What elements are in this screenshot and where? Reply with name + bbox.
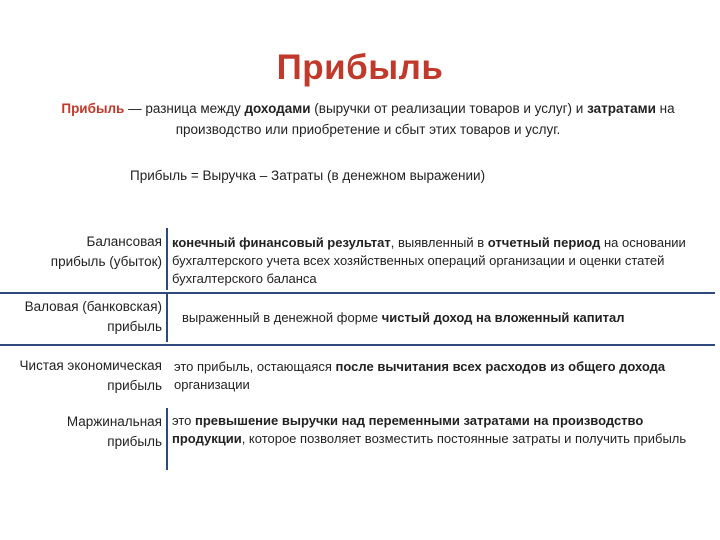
- term-line: прибыль: [107, 378, 162, 393]
- profit-formula: Прибыль = Выручка – Затраты (в денежном выражении): [130, 168, 486, 183]
- desc-bold: отчетный период: [487, 235, 601, 250]
- desc-text: это: [172, 413, 195, 428]
- divider-horizontal: [0, 292, 715, 294]
- page-title: Прибыль: [276, 48, 444, 87]
- desc-marginal-profit: [172, 412, 692, 448]
- term-line: прибыль (убыток): [50, 254, 162, 269]
- divider-vertical: [166, 408, 168, 470]
- desc-text: организации: [174, 377, 250, 392]
- term-line: Балансовая: [86, 234, 162, 249]
- definition-text: (выручки от реализации товаров и услуг) и: [310, 101, 588, 116]
- desc-bold: чистый доход на вложенный капитал: [381, 310, 625, 325]
- term-line: прибыль: [107, 319, 162, 334]
- term-marginal-profit: [67, 412, 162, 452]
- term-gross-profit: [25, 297, 162, 337]
- desc-net-economic-profit: [174, 358, 714, 394]
- desc-balance-profit: [172, 234, 712, 288]
- term-line: прибыль: [107, 434, 162, 449]
- desc-text: на основании бухгалтерского учета всех хозяйственных операций организации и оценки статей бухгалтерского баланса: [172, 235, 686, 286]
- desc-gross-profit: [182, 309, 720, 327]
- definition-term: Прибыль: [61, 101, 125, 116]
- divider-vertical: [166, 294, 168, 342]
- term-line: Валовая (банковская): [24, 299, 162, 314]
- definition-bold-income: доходами: [244, 101, 311, 116]
- desc-bold: после вычитания всех расходов из общего дохода: [335, 359, 666, 374]
- definition-bold-costs: затратами: [587, 101, 656, 116]
- term-balance-profit: [51, 232, 162, 272]
- definition-text: — разница между: [124, 101, 245, 116]
- desc-bold: конечный финансовый результат: [172, 235, 391, 250]
- desc-bold: превышение выручки над переменными затратами на производство продукции: [172, 413, 644, 446]
- term-line: Чистая экономическая: [19, 358, 162, 373]
- divider-vertical: [166, 228, 168, 290]
- desc-text: это прибыль, остающаяся: [174, 359, 336, 374]
- term-line: Маржинальная: [66, 414, 162, 429]
- desc-text: , выявленный в: [390, 235, 488, 250]
- divider-horizontal: [0, 344, 715, 346]
- profit-definition: [38, 98, 698, 140]
- desc-text: , которое позволяет возместить постоянные затраты и получить прибыль: [241, 431, 687, 446]
- term-net-economic-profit: [20, 356, 162, 396]
- desc-text: выраженный в денежной форме: [182, 310, 382, 325]
- definition-text: на производство или приобретение и сбыт этих товаров и услуг.: [175, 101, 675, 137]
